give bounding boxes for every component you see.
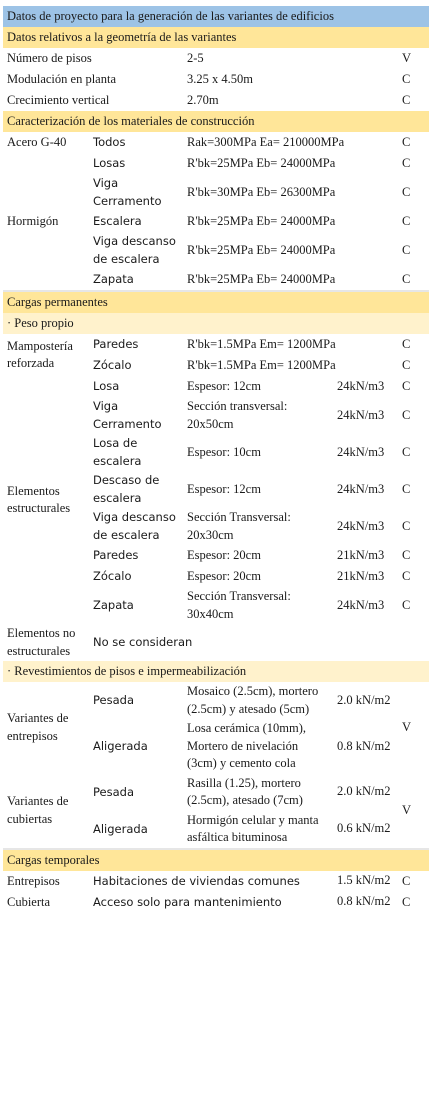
row-value: Sección Transversal: 30x40cm [187,589,291,621]
row-flag: C [402,569,411,583]
row-value: R'bk=30MPa Eb= 26300MPa [187,185,336,199]
nonstructural-label: Elementos no estructurales [7,626,76,658]
row-load: 2.0 kN/m2 [337,692,391,707]
row-value: Habitaciones de viviendas comunes [93,873,300,888]
row-item: Pesada [93,784,134,799]
row-load: 24kN/m3 [337,482,385,496]
row-label: Modulación en planta [7,72,116,86]
concrete-label: Hormigón [7,214,59,228]
row-value: Hormigón celular y manta asfáltica bituminosa [187,812,319,844]
row-load: 2.0 kN/m2 [337,784,391,799]
row-flag: C [402,135,411,149]
row-load: 21kN/m3 [337,548,385,562]
table-row [3,624,429,661]
finishes-header: · Revestimientos de pisos e impermeabilización [3,661,429,682]
row-load: 24kN/m3 [337,379,385,393]
row-item: Paredes [93,337,139,351]
row-flag: C [402,272,411,286]
row-value: Espesor: 10cm [187,445,261,459]
row-flag: C [402,93,411,107]
row-item: Losas [93,156,126,170]
row-flag: C [402,156,411,170]
row-value: R'bk=25MPa Eb= 24000MPa [187,156,336,170]
row-flag: C [402,894,411,909]
row-item: Escalera [93,214,142,228]
table-row [3,774,429,811]
table-row [3,69,429,90]
floors-flag: V [402,720,412,735]
row-load: 24kN/m3 [337,445,385,459]
row-value: 3.25 x 4.50m [187,72,253,86]
row-item: Zócalo [93,358,132,372]
section-header-row [3,111,429,132]
row-flag: C [402,482,411,496]
table-row [3,892,429,913]
row-item: Losa [93,379,120,393]
row-item: Zócalo [93,569,132,583]
row-flag: C [402,72,411,86]
row-load: 21kN/m3 [337,569,385,583]
temporary-header: Cargas temporales [3,850,429,871]
row-item: Viga descanso de escalera [93,510,176,542]
row-flag: C [402,379,411,393]
table-row [3,376,429,397]
project-data-table [3,6,429,913]
row-value: R'bk=25MPa Eb= 24000MPa [187,243,336,257]
row-flag: C [402,598,411,612]
row-flag: C [402,185,411,199]
section-header-row [3,27,429,48]
row-item: Aligerada [93,738,148,753]
section-header-row [3,292,429,313]
roofs-flag: V [402,803,412,817]
table-title: Datos de proyecto para la generación de las variantes de edificios [3,6,429,27]
table-row [3,334,429,355]
masonry-label: Mampostería reforzada [7,338,73,370]
row-flag: C [402,445,411,459]
row-load: 24kN/m3 [337,408,385,422]
roofs-label: Variantes de cubiertas [7,794,69,826]
table-row [3,682,429,719]
table-row [3,48,429,69]
row-value: 2-5 [187,51,204,65]
row-item: Todos [93,135,126,149]
permanent-header: Cargas permanentes [3,292,429,313]
row-label: Cubierta [7,894,51,909]
row-value: Rak=300MPa Ea= 210000MPa [187,135,345,149]
row-value: Sección Transversal: 20x30cm [187,510,291,542]
subsection-header-row [3,661,429,682]
subsection-header-row [3,313,429,334]
row-value: Losa cerámica (10mm), Mortero de nivelación (3cm) y cemento cola [187,721,307,770]
row-flag: C [402,243,411,257]
row-label: Número de pisos [7,51,92,65]
row-load: 0.8 kN/m2 [337,894,391,909]
row-value: R'bk=25MPa Eb= 24000MPa [187,214,336,228]
row-value: Espesor: 20cm [187,569,261,583]
row-value: Espesor: 12cm [187,379,261,393]
row-flag: C [402,408,411,422]
row-label: Acero G-40 [7,135,67,149]
row-value: 2.70m [187,93,219,107]
row-value: Mosaico (2.5cm), mortero (2.5cm) y atesado (5cm) [187,684,319,716]
row-value: Sección transversal: 20x50cm [187,399,288,431]
row-flag: C [402,519,411,533]
row-item: Zapata [93,598,134,612]
row-load: 0.6 kN/m2 [337,821,391,836]
row-value: R'bk=25MPa Eb= 24000MPa [187,272,336,286]
row-flag: C [402,337,411,351]
table-row [3,153,429,174]
row-item: Losa de escalera [93,436,142,468]
materials-header: Caracterización de los materiales de construcción [3,111,429,132]
row-load: 0.8 kN/m2 [337,738,391,753]
row-label: Entrepisos [7,873,60,888]
row-load: 1.5 kN/m2 [337,873,391,888]
row-item: Viga descanso de escalera [93,234,176,266]
row-value: Espesor: 20cm [187,548,261,562]
nonstructural-value: No se consideran [93,635,193,649]
row-value: R'bk=1.5MPa Em= 1200MPa [187,337,336,351]
row-item: Viga Cerramento [93,176,162,208]
row-flag: C [402,214,411,228]
row-flag: C [402,358,411,372]
row-item: Descaso de escalera [93,473,160,505]
row-value: Espesor: 12cm [187,482,261,496]
structural-label: Elementos estructurales [7,483,71,515]
table-row [3,132,429,153]
row-item: Viga Cerramento [93,399,162,431]
table-row [3,871,429,892]
row-item: Zapata [93,272,134,286]
row-flag: C [402,873,411,888]
row-value: R'bk=1.5MPa Em= 1200MPa [187,358,336,372]
row-item: Aligerada [93,821,148,836]
geometry-header: Datos relativos a la geometría de las variantes [3,27,429,48]
row-item: Pesada [93,693,134,707]
table-title-row [3,6,429,27]
row-item: Paredes [93,548,139,562]
row-load: 24kN/m3 [337,519,385,533]
section-header-row [3,850,429,871]
row-flag: C [402,548,411,562]
row-value: Acceso solo para mantenimiento [93,894,282,909]
table-row [3,90,429,111]
row-value: Rasilla (1.25), mortero (2.5cm), atesado (7cm) [187,775,303,807]
floors-label: Variantes de entrepisos [7,711,69,743]
row-load: 24kN/m3 [337,598,385,612]
row-label: Crecimiento vertical [7,93,110,107]
self-weight-header: · Peso propio [3,313,429,334]
row-flag: V [402,51,412,65]
